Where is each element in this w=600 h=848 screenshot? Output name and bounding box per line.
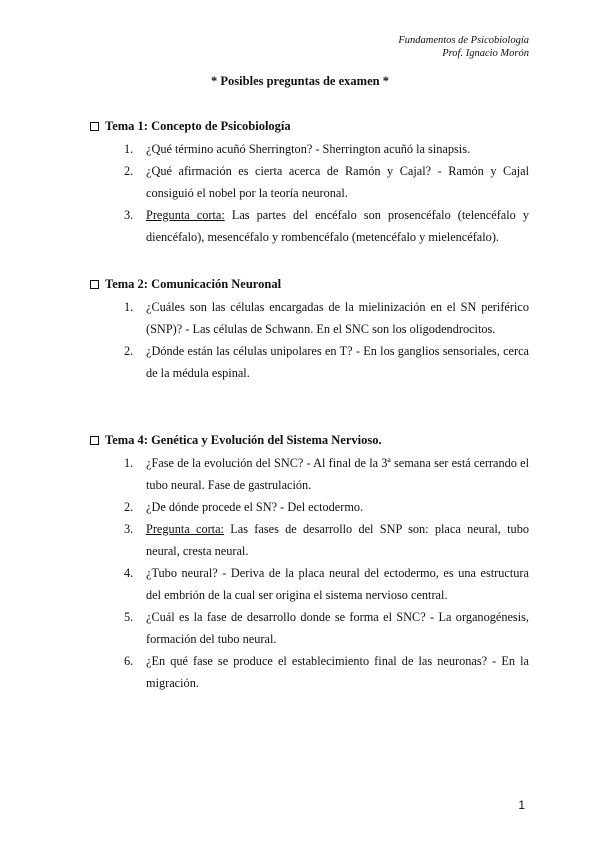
- item-text-body: Las partes del encéfalo son prosencéfalo (telencéfalo y diencéfalo), mesencéfalo y rombencéfalo (metencéfalo y mielencéfalo).: [146, 208, 530, 244]
- section-heading-text: Tema 1: Concepto de Psicobiología: [105, 119, 291, 133]
- checkbox-bullet-icon: [90, 122, 99, 131]
- item-text: ¿Cuál es la fase de desarrollo donde se forma el SNC? - La organogénesis, formación del tubo neural.: [146, 610, 529, 646]
- item-text: ¿Cuáles son las células encargadas de la mielinización en el SN periférico (SNP)? - Las células de Schwann. En el SNC son los oligodendrocitos.: [146, 300, 529, 336]
- item-number: 1.: [124, 300, 134, 314]
- item-number: 2.: [124, 164, 134, 178]
- header-professor: Prof. Ignacio Morón: [442, 48, 529, 59]
- list-item: [0, 518, 600, 562]
- page-header: [398, 34, 529, 60]
- item-number: 2.: [124, 344, 134, 358]
- item-number: 2.: [124, 500, 134, 514]
- page-title: * Posibles preguntas de examen *: [211, 74, 389, 88]
- item-number: 3.: [124, 208, 134, 222]
- item-number: 4.: [124, 566, 134, 580]
- list-item: [0, 452, 600, 496]
- item-text: [146, 204, 529, 248]
- item-text: [146, 518, 529, 562]
- checkbox-bullet-icon: [90, 436, 99, 445]
- section-heading: [90, 432, 382, 448]
- list-item: [0, 562, 600, 606]
- question-list: [0, 138, 600, 248]
- list-item: [0, 606, 600, 650]
- section-heading-text: Tema 2: Comunicación Neuronal: [105, 277, 282, 291]
- list-item: [0, 650, 600, 694]
- page-number: 1: [518, 798, 525, 812]
- list-item: [0, 340, 600, 384]
- section-heading: [90, 276, 281, 292]
- item-number: 5.: [124, 610, 134, 624]
- list-item: [0, 204, 600, 248]
- short-question-label: Pregunta corta:: [146, 522, 224, 536]
- item-text: ¿Qué afirmación es cierta acerca de Ramón y Cajal? - Ramón y Cajal consiguió el nobel por la teoría neuronal.: [146, 164, 529, 200]
- short-question-label: Pregunta corta:: [146, 208, 225, 222]
- item-text-body: Las fases de desarrollo del SNP son: placa neural, tubo neural, cresta neural.: [146, 522, 530, 558]
- list-item: [0, 296, 600, 340]
- item-text: ¿Dónde están las células unipolares en T? - En los ganglios sensoriales, cerca de la médula espinal.: [146, 344, 529, 380]
- list-item: [0, 138, 600, 160]
- question-list: [0, 452, 600, 694]
- header-course: Fundamentos de Psicobiología: [398, 35, 529, 46]
- item-text: ¿Qué término acuñó Sherrington? - Sherrington acuñó la sinapsis.: [146, 142, 471, 156]
- item-number: 1.: [124, 142, 134, 156]
- item-number: 1.: [124, 456, 134, 470]
- question-list: [0, 296, 600, 384]
- item-number: 6.: [124, 654, 134, 668]
- list-item: [0, 496, 600, 518]
- list-item: [0, 160, 600, 204]
- item-text: ¿Tubo neural? - Deriva de la placa neural del ectodermo, es una estructura del embrión de la cual ser origina el sistema nervioso central.: [146, 566, 529, 602]
- section-heading: [90, 118, 291, 134]
- checkbox-bullet-icon: [90, 280, 99, 289]
- item-text: ¿En qué fase se produce el establecimiento final de las neuronas? - En la migración.: [146, 654, 529, 690]
- item-text: ¿De dónde procede el SN? - Del ectodermo.: [146, 500, 364, 514]
- section-heading-text: Tema 4: Genética y Evolución del Sistema Nervioso.: [105, 433, 382, 447]
- item-text: ¿Fase de la evolución del SNC? - Al final de la 3ª semana ser está cerrando el tubo neural. Fase de gastrulación.: [146, 456, 529, 492]
- item-number: 3.: [124, 522, 134, 536]
